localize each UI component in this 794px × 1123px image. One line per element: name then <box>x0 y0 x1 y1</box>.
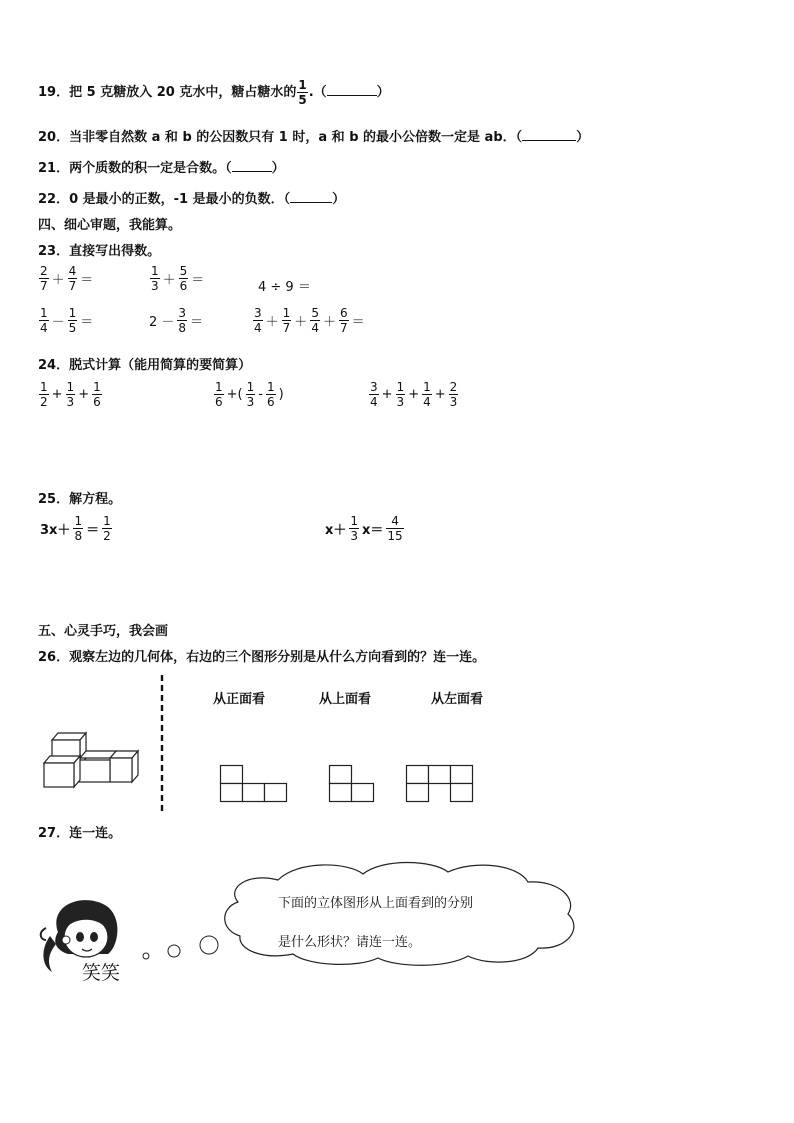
q19-text: 把 5 克糖放入 20 克水中，糖占糖水的 <box>69 85 297 100</box>
answer-blank[interactable] <box>522 140 576 141</box>
q21-text: 两个质数的积一定是合数。（ <box>69 161 232 176</box>
q24-item-b: $\frac{1}{6}$ +( $\frac{1}{3}$ - $\frac{1}{6}$ ) <box>215 380 284 409</box>
q23-item-d: $\frac{1}{4}$ － $\frac{1}{5}$ ＝ <box>40 306 94 335</box>
section-5-heading: 五、心灵手巧，我会画 <box>38 624 169 639</box>
q25-equation-b: x＋ $\frac{1}{3}$ x＝ $\frac{4}{15}$ <box>325 514 403 543</box>
question-26: 26．观察左边的几何体，右边的三个图形分别是从什么方向看到的？连一连。 <box>38 650 486 665</box>
question-21: 21．两个质数的积一定是合数。（ ） <box>38 161 285 176</box>
thought-dots <box>140 934 220 964</box>
bubble-line-1: 下面的立体图形从上面看到的分别 <box>278 896 474 911</box>
q22-text: 0 是最小的正数，-1 是最小的负数．（ <box>69 192 291 207</box>
question-25: 25．解方程。 <box>38 492 122 507</box>
cube-solid-figure <box>40 730 144 790</box>
view-label-left[interactable]: 从左面看 <box>431 692 484 707</box>
view-shape-1[interactable] <box>220 765 288 803</box>
q19-fraction: $\frac{1}{5}$ <box>298 78 307 107</box>
view-shape-3[interactable] <box>406 765 474 803</box>
answer-blank[interactable] <box>327 95 377 96</box>
question-24: 24．脱式计算（能用简算的要简算） <box>38 358 252 373</box>
q20-text: 当非零自然数 a 和 b 的公因数只有 1 时，a 和 b 的最小公倍数一定是 ab．（ <box>69 130 523 145</box>
q24-item-a: $\frac{1}{2}$ + $\frac{1}{3}$ + $\frac{1}{6}$ <box>40 380 101 409</box>
dashed-divider <box>160 675 164 815</box>
answer-blank[interactable] <box>232 171 272 172</box>
question-27: 27．连一连。 <box>38 826 122 841</box>
q23-item-b: $\frac{1}{3}$ ＋ $\frac{5}{6}$ ＝ <box>151 264 205 293</box>
question-20: 20．当非零自然数 a 和 b 的公因数只有 1 时，a 和 b 的最小公倍数一定是 ab．（ ） <box>38 130 590 145</box>
q24-item-c: $\frac{3}{4}$ + $\frac{1}{3}$ + $\frac{1}{4}$ + $\frac{2}{3}$ <box>370 380 458 409</box>
section-4-heading: 四、细心审题，我能算。 <box>38 218 182 233</box>
q25-equation-a: 3x＋ $\frac{1}{8}$ ＝ $\frac{1}{2}$ <box>40 514 111 543</box>
q23-item-f: $\frac{3}{4}$ ＋ $\frac{1}{7}$ ＋ $\frac{5}{4}$ ＋ $\frac{6}{7}$ ＝ <box>254 306 365 335</box>
thought-cloud <box>218 858 584 970</box>
view-shape-2[interactable] <box>329 765 375 803</box>
view-label-top[interactable]: 从上面看 <box>319 692 372 707</box>
q23-item-a: $\frac{2}{7}$ ＋ $\frac{4}{7}$ ＝ <box>40 264 94 293</box>
question-23: 23．直接写出得数。 <box>38 244 161 259</box>
q23-item-e: 2 － $\frac{3}{8}$ ＝ <box>149 306 204 335</box>
q19-number: 19． <box>38 85 70 100</box>
question-22: 22．0 是最小的正数，-1 是最小的负数．（ ） <box>38 192 346 207</box>
view-label-front[interactable]: 从正面看 <box>213 692 266 707</box>
question-19: 19．把 5 克糖放入 20 克水中，糖占糖水的 $\frac{1}{5}$ .（ ） <box>38 78 390 107</box>
answer-blank[interactable] <box>290 202 332 203</box>
q23-item-c: 4 ÷ 9 ＝ <box>258 280 311 295</box>
girl-name-label: 笑笑 <box>82 962 121 984</box>
bubble-line-2: 是什么形状？请连一连。 <box>278 935 422 950</box>
